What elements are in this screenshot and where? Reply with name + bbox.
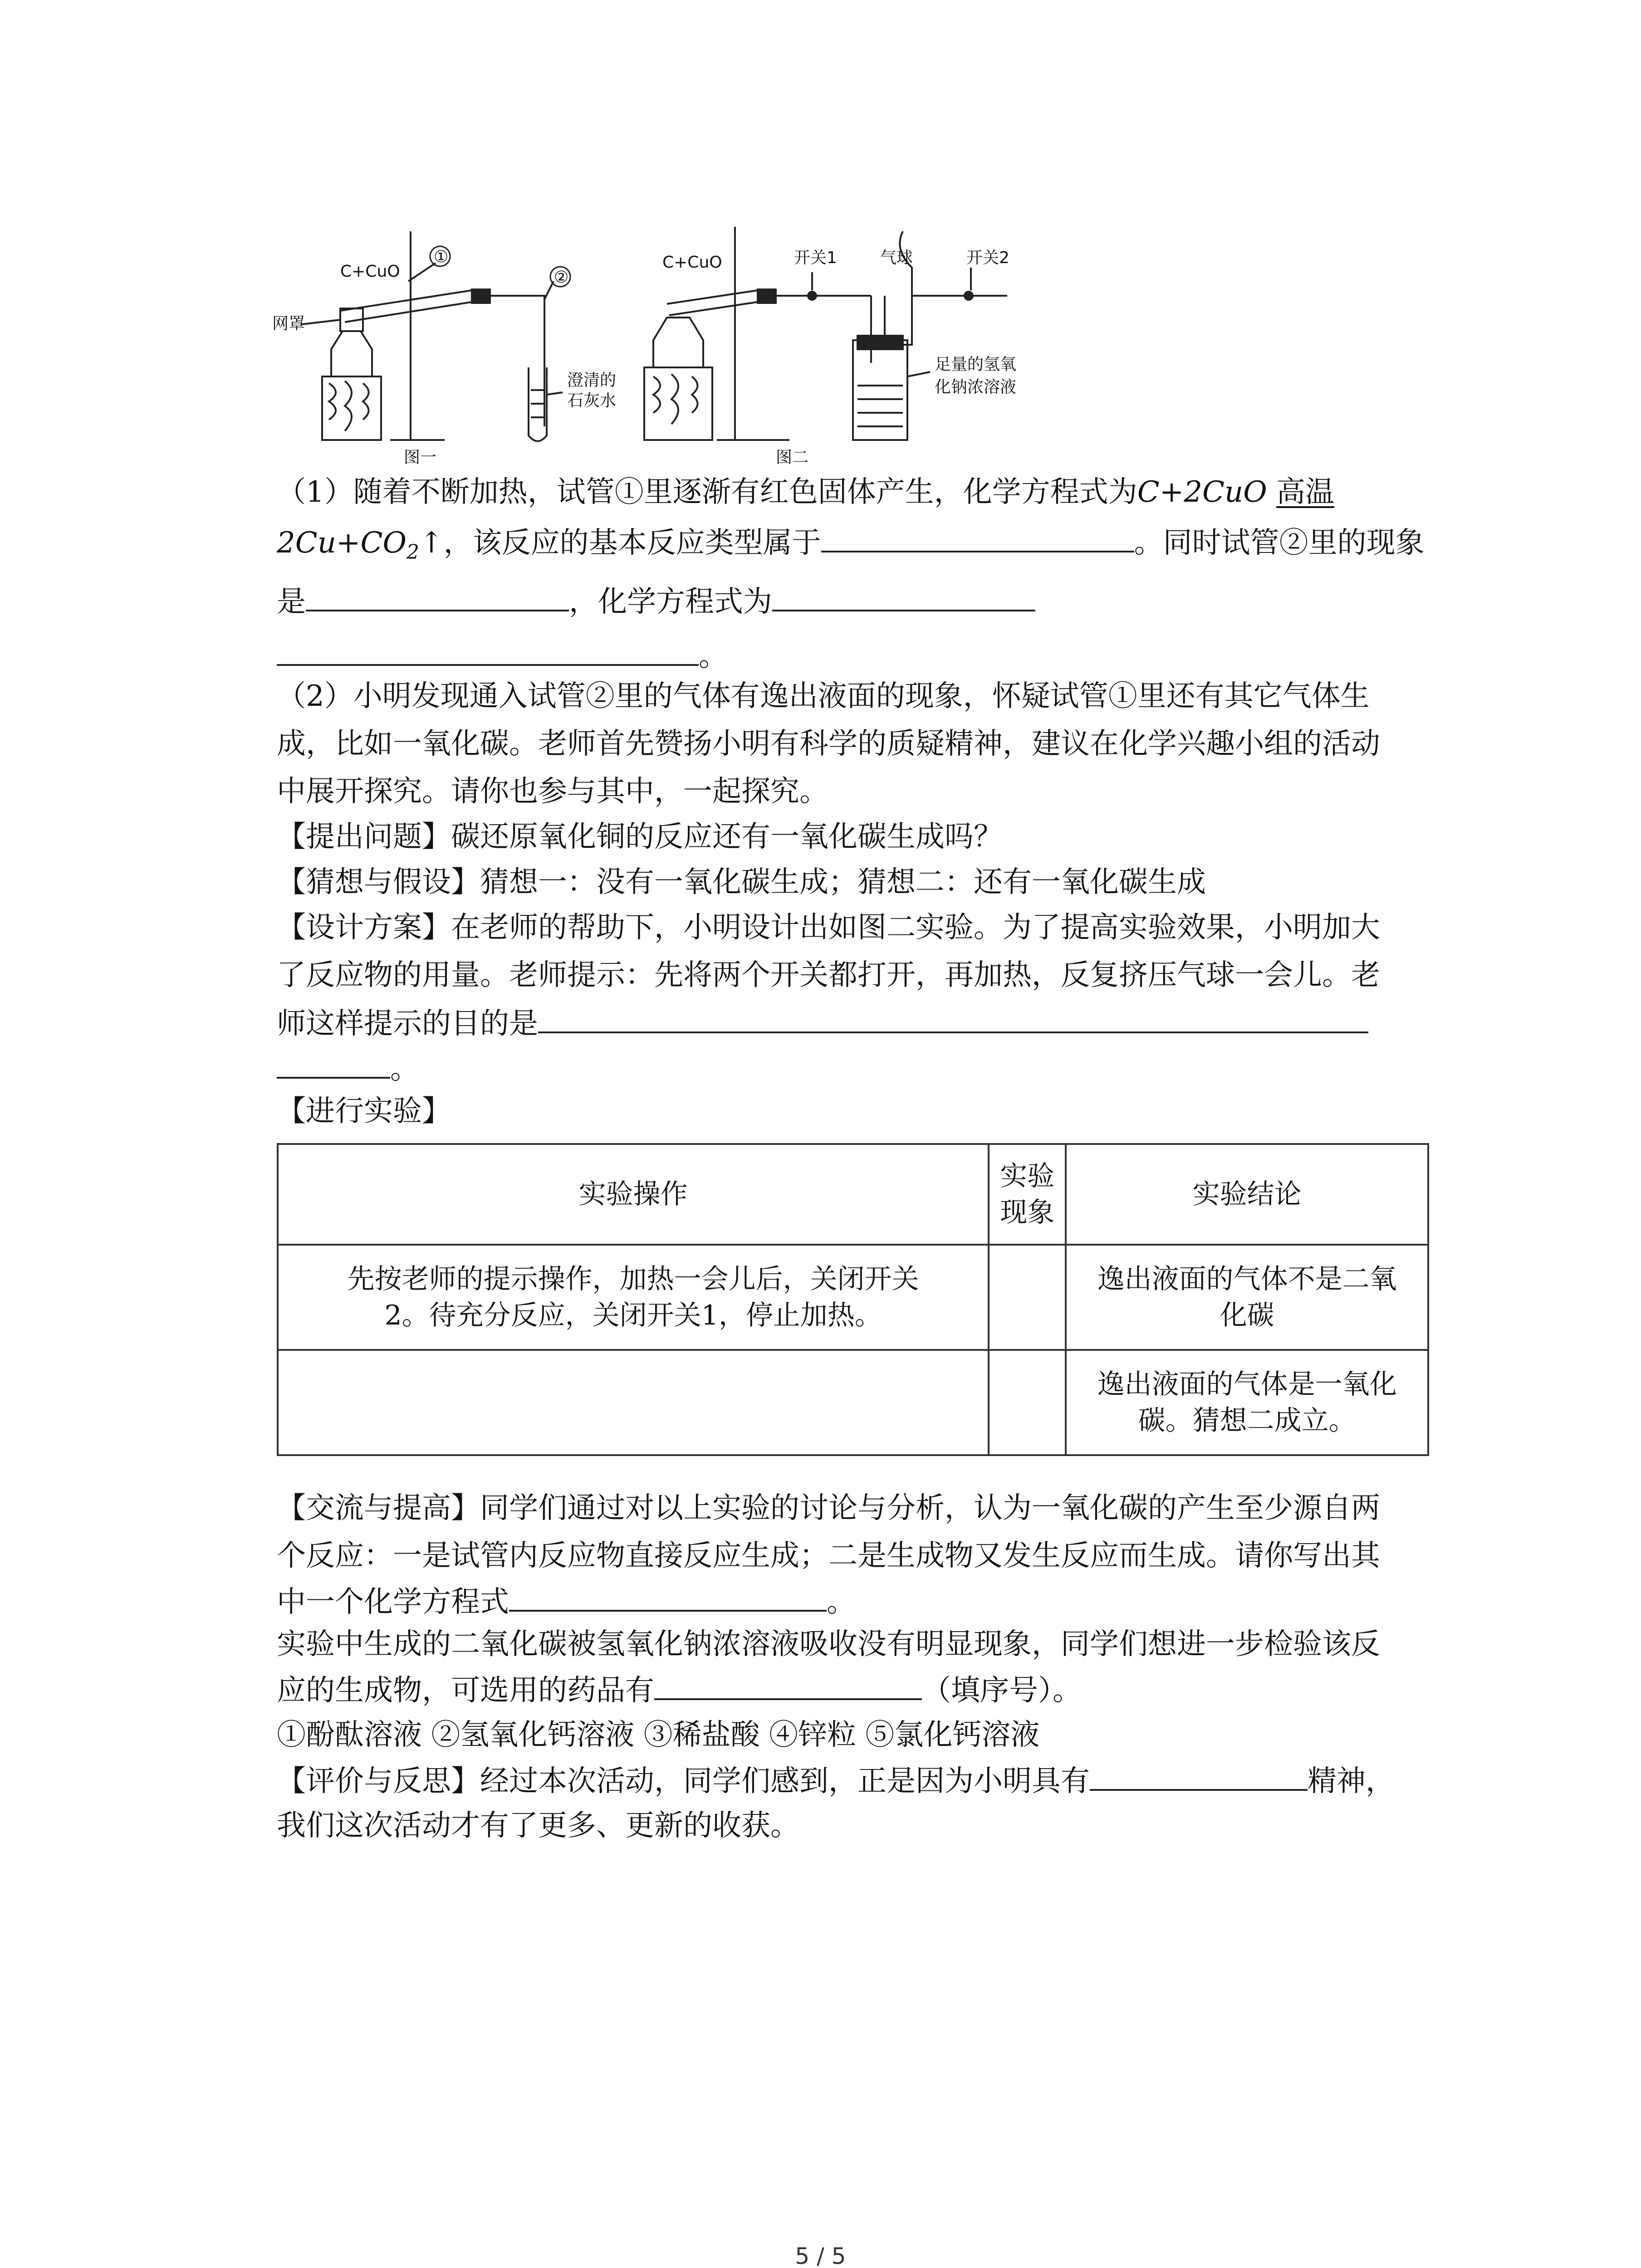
equation-subscript: 2 [406, 540, 419, 564]
fig2-naoh-label-2: 化钠浓溶液 [935, 378, 1017, 396]
raise-question: 【提出问题】碳还原氧化铜的反应还有一氧化碳生成吗？ [277, 820, 1003, 854]
apparatus-figures [272, 213, 1043, 467]
fig1-caption: 图一 [404, 448, 437, 467]
table-header-row [278, 1144, 1428, 1245]
fig1-reactant-label: C+CuO [340, 262, 400, 281]
q1-line-3 [277, 581, 1035, 622]
fig1-marker-2: ② [554, 268, 569, 287]
q1-text-d: 是 [277, 585, 306, 619]
fig1-marker-1: ① [434, 248, 449, 266]
fig2-caption: 图二 [776, 448, 809, 467]
fig2-switch2-label: 开关2 [966, 249, 1009, 267]
discussion-line-2: 个反应：一是试管内反应物直接反应生成；二是生成物又发生反应而生成。请你写出其 [277, 1539, 1380, 1573]
table-row [278, 1245, 1428, 1350]
q2-line-1: （2）小明发现通入试管②里的气体有逸出液面的现象，怀疑试管①里还有其它气体生 [277, 679, 1370, 713]
test-tube-2a [667, 290, 760, 315]
phenomenon-blank[interactable] [306, 581, 569, 611]
row2-operation-blank[interactable] [278, 1350, 989, 1455]
row1-phenomenon-blank[interactable] [989, 1245, 1066, 1350]
equation-blank-2[interactable] [277, 635, 699, 666]
discussion-line-3 [277, 1581, 856, 1623]
apparatus-diagram [272, 213, 1043, 467]
experiment-table [277, 1143, 1429, 1456]
alcohol-lamp-2 [653, 318, 703, 367]
hypothesis: 【猜想与假设】猜想一：没有一氧化碳生成；猜想二：还有一氧化碳生成 [277, 865, 1206, 899]
equation-blank-1[interactable] [772, 581, 1035, 611]
test-tube-1 [340, 290, 474, 322]
discussion-text-a: 中一个化学方程式 [277, 1585, 509, 1619]
fig2-balloon-label: 气球 [880, 249, 913, 267]
alcohol-lamp [331, 331, 372, 376]
q1-text-b: ↑，该反应的基本反应类型属于 [419, 526, 821, 560]
q2-line-2: 成，比如一氧化碳。老师首先赞扬小明有科学的质疑精神，建议在化学兴趣小组的活动 [277, 727, 1380, 761]
design-line-3 [277, 1002, 1368, 1044]
design-text: 师这样提示的目的是 [277, 1007, 538, 1041]
discussion-text-d: （填序号）。 [922, 1674, 1082, 1707]
fig2-reactant-label: C+CuO [662, 253, 722, 272]
q1-line-2 [277, 522, 1425, 573]
reaction-condition: 高温 [1276, 475, 1335, 509]
q1-text-e: ，化学方程式为 [569, 585, 772, 619]
header-operation: 实验操作 [278, 1144, 989, 1245]
discussion-text-b: 。 [827, 1585, 856, 1619]
fig1-gauze-label: 网罩 [272, 314, 305, 333]
spirit-blank[interactable] [1090, 1760, 1308, 1791]
row2-conclusion: 逸出液面的气体是一氧化 碳。猜想二成立。 [1066, 1350, 1428, 1455]
discussion-line-4: 实验中生成的二氧化碳被氢氧化钠浓溶液吸收没有明显现象，同学们想进一步检验该反 [277, 1628, 1380, 1661]
q1-text-f: 。 [699, 640, 728, 673]
fig2-switch1-label: 开关1 [794, 249, 837, 267]
row2-phenomenon-blank[interactable] [989, 1350, 1066, 1455]
reagent-options: ①酚酞溶液 ②氢氧化钙溶液 ③稀盐酸 ④锌粒 ⑤氯化钙溶液 [277, 1718, 1040, 1752]
reflection-line-1 [277, 1760, 1395, 1802]
switch-1-valve [808, 292, 816, 300]
fig1-limewater-label-2: 石灰水 [567, 391, 617, 410]
discussion-line-5 [277, 1669, 1082, 1711]
design-line-1: 【设计方案】在老师的帮助下，小明设计出如图二实验。为了提高实验效果，小明加大 [277, 911, 1380, 944]
fig2-naoh-label-1: 足量的氢氧 [935, 355, 1017, 374]
design-line-2: 了反应物的用量。老师提示：先将两个开关都打开，再加热，反复挤压气球一会儿。老 [277, 958, 1380, 992]
equation-right: 2Cu+CO [277, 526, 407, 560]
design-end: 。 [390, 1052, 419, 1086]
reflection-text-a: 【评价与反思】经过本次活动，同学们感到，正是因为小明具有 [277, 1765, 1090, 1798]
equation-blank-3[interactable] [509, 1581, 827, 1612]
delivery-tube [490, 296, 544, 426]
design-line-4 [277, 1048, 419, 1090]
q2-line-3: 中展开探究。请你也参与其中，一起探究。 [277, 775, 828, 808]
table-row [278, 1350, 1428, 1455]
q1-line-4 [277, 635, 728, 677]
naoh-bottle [853, 340, 907, 440]
reflection-text-b: 精神， [1308, 1765, 1395, 1798]
reflection-line-2: 我们这次活动才有了更多、更新的收获。 [277, 1809, 799, 1843]
equation-left: C+2CuO [1137, 475, 1267, 509]
row1-conclusion: 逸出液面的气体不是二氧 化碳 [1066, 1245, 1428, 1350]
experiment-title: 【进行实验】 [277, 1095, 451, 1128]
wooden-block [322, 376, 381, 440]
q1-line-1 [277, 472, 1334, 513]
row1-operation: 先按老师的提示操作，加热一会儿后，关闭开关 2。待充分反应，关闭开关1，停止加热。 [278, 1245, 989, 1350]
fig1-limewater-label-1: 澄清的 [567, 371, 617, 390]
q1-text-c: 。同时试管②里的现象 [1134, 526, 1425, 560]
page-number: 5 / 5 [795, 2243, 846, 2268]
reagent-blank[interactable] [654, 1669, 922, 1700]
header-conclusion: 实验结论 [1066, 1144, 1428, 1245]
header-phenomenon: 实验 现象 [989, 1144, 1066, 1245]
switch-2-valve [965, 292, 973, 300]
discussion-text-c: 应的生成物，可选用的药品有 [277, 1674, 654, 1707]
discussion-line-1: 【交流与提高】同学们通过对以上实验的讨论与分析，认为一氧化碳的产生至少源自两 [277, 1491, 1380, 1525]
q1-text-a: （1）随着不断加热，试管①里逐渐有红色固体产生，化学方程式为 [277, 475, 1137, 509]
purpose-blank[interactable] [538, 1002, 1368, 1033]
purpose-blank-cont[interactable] [277, 1048, 390, 1079]
reaction-type-blank[interactable] [821, 522, 1134, 552]
